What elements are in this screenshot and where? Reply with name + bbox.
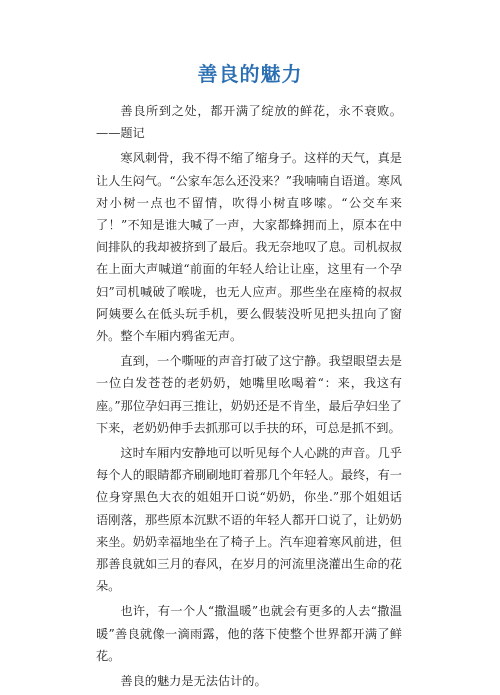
body-paragraph: 也许，有一个人“撒温暖”也就会有更多的人去“撒温暖”善良就像一滴雨露，他的落下使整个世界都开满了鲜花。	[96, 604, 402, 663]
article-title: 善良的魅力	[197, 62, 303, 86]
article-body	[96, 100, 402, 695]
body-paragraph: 寒风刺骨，我不得不缩了缩身子。这样的天气，真是让人生闷气。“公家车怎么还没来？”我喃喃自语道。寒风对小树一点也不留情，吹得小树直哆嗦。“公交车来了！”不知是谁大喊了一声，大家都蜂拥而上，原本在中间排队的我却被挤到了最后。我无奈地叹了息。司机叔叔在上面大声喊道“前面的年轻人给让让座，这里有一个孕妇”司机喊破了喉咙，也无人应声。那些坐在座椅的叔叔阿姨要么在低头玩手机，要么假装没听见把头扭向了窗外。整个车厢内鸦雀无声。	[96, 151, 402, 344]
body-paragraph: 这时车厢内安静地可以听见每个人心跳的声音。几乎每个人的眼睛都齐刷刷地盯着那几个年轻人。最终，有一位身穿黑色大衣的姐姐开口说“奶奶，你坐.”那个姐姐话语刚落，那些原本沉默不语的年轻人都开口说了，让奶奶来坐。奶奶幸福地坐在了椅子上。汽车迎着寒风前进，但那善良就如三月的春风，在岁月的河流里浇灌出生命的花朵。	[96, 446, 402, 594]
epigraph-paragraph: 善良所到之处，都开满了绽放的鲜花，永不衰败。——题记	[96, 104, 402, 141]
closing-paragraph: 善良的魅力是无法估计的。	[120, 674, 267, 689]
body-paragraph: 直到，一个嘶哑的声音打破了这宁静。我望眼望去是一位白发苍苍的老奶奶，她嘴里吆喝着“：来，我这有座。”那位孕妇再三推让，奶奶还是不肯坐，最后孕妇坐了下来，老奶奶伸手去抓那可以手扶的环，可总是抓不到。	[96, 354, 402, 435]
